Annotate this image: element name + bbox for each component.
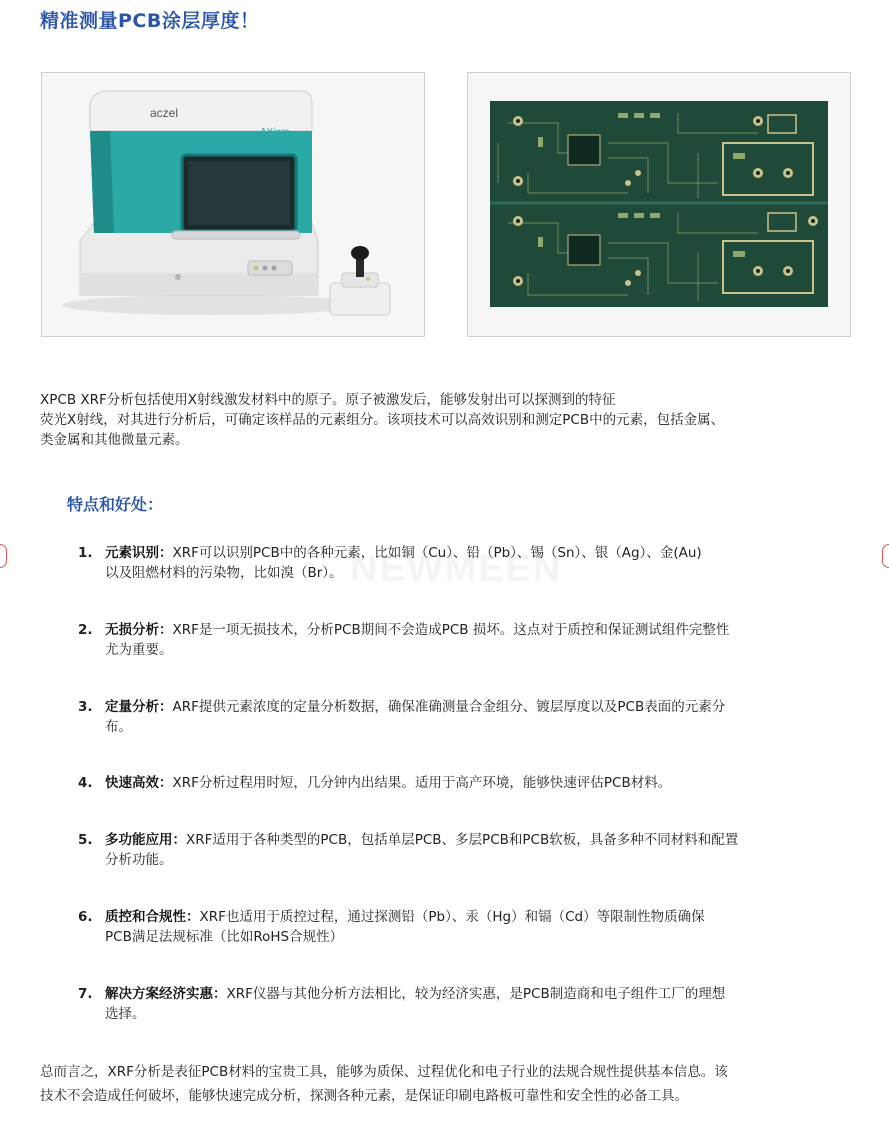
feature-label: 无损分析： [105,622,173,638]
model-label: AXiom [260,127,290,138]
features-heading: 特点和好处： [67,495,164,514]
feature-label: 多功能应用： [105,832,186,848]
xrf-instrument-image [41,72,425,337]
pcb-board-illustration [468,73,850,336]
intro-line-3: 类金属和其他微量元素。 [40,432,189,448]
feature-desc-line-2: 布。 [105,719,132,735]
right-edge-marker [882,544,889,568]
feature-desc-line-1: XRF是一项无损技术，分析PCB期间不会造成PCB 损坏。这点对于质控和保证测试组件完整性 [172,622,730,638]
intro-line-2: 荧光X射线，对其进行分析后，可确定该样品的元素组分。该项技术可以高效识别和测定PCB中的元素，包括金属、 [40,412,725,428]
feature-number: 3. [78,699,93,715]
feature-desc-line-2: 分析功能。 [105,852,173,868]
feature-desc-line-1: XRF分析过程用时短，几分钟内出结果。适用于高产环境，能够快速评估PCB材料。 [172,775,672,791]
feature-desc-line-1: XRF适用于各种类型的PCB，包括单层PCB、多层PCB和PCB软板，具备多种不同材料和配置 [186,832,739,848]
summary-line-1: 总而言之，XRF分析是表征PCB材料的宝贵工具，能够为质保、过程优化和电子行业的法规合规性提供基本信息。该 [40,1064,728,1080]
intro-line-1: XPCB XRF分析包括使用X射线激发材料中的原子。原子被激发后，能够发射出可以探测到的特征 [40,392,616,408]
feature-number: 2. [78,622,93,638]
feature-desc-line-2: 选择。 [105,1006,146,1022]
feature-number: 1. [78,545,93,561]
left-edge-marker [0,544,7,568]
feature-desc-line-1: XRF可以识别PCB中的各种元素，比如铜（Cu）、铅（Pb）、锡（Sn）、银（Ag）、金(Au) [172,545,702,561]
feature-desc-line-1: XRF也适用于质控过程，通过探测铅（Pb）、汞（Hg）和镉（Cd）等限制性物质确保 [199,909,705,925]
feature-desc-line-1: ARF提供元素浓度的定量分析数据，确保准确测量合金组分、镀层厚度以及PCB表面的元素分 [172,699,726,715]
feature-number: 5. [78,832,93,848]
intro-paragraph [40,390,860,450]
feature-desc-line-1: XRF仪器与其他分析方法相比，较为经济实惠，是PCB制造商和电子组件工厂的理想 [226,986,726,1002]
feature-label: 元素识别： [105,545,173,561]
feature-label: 质控和合规性： [105,909,200,925]
feature-desc-line-2: 以及阻燃材料的污染物，比如溴（Br）。 [105,565,343,581]
feature-label: 定量分析： [105,699,173,715]
feature-number: 6. [78,909,93,925]
page-title: 精准测量PCB涂层厚度！ [40,10,260,32]
feature-desc-line-2: PCB满足法规标准（比如RoHS合规性） [105,929,344,945]
xrf-instrument-illustration [42,73,424,336]
feature-number: 4. [78,775,93,791]
brand-label: aczel [150,106,179,120]
pcb-board-image [467,72,851,337]
feature-label: 解决方案经济实惠： [105,986,227,1002]
summary-line-2: 技术不会造成任何破坏，能够快速完成分析，探测各种元素，是保证印刷电路板可靠性和安全性的必备工具。 [40,1088,688,1104]
feature-number: 7. [78,986,93,1002]
feature-label: 快速高效： [105,775,173,791]
summary-paragraph [40,1060,860,1108]
feature-desc-line-2: 尤为重要。 [105,642,173,658]
